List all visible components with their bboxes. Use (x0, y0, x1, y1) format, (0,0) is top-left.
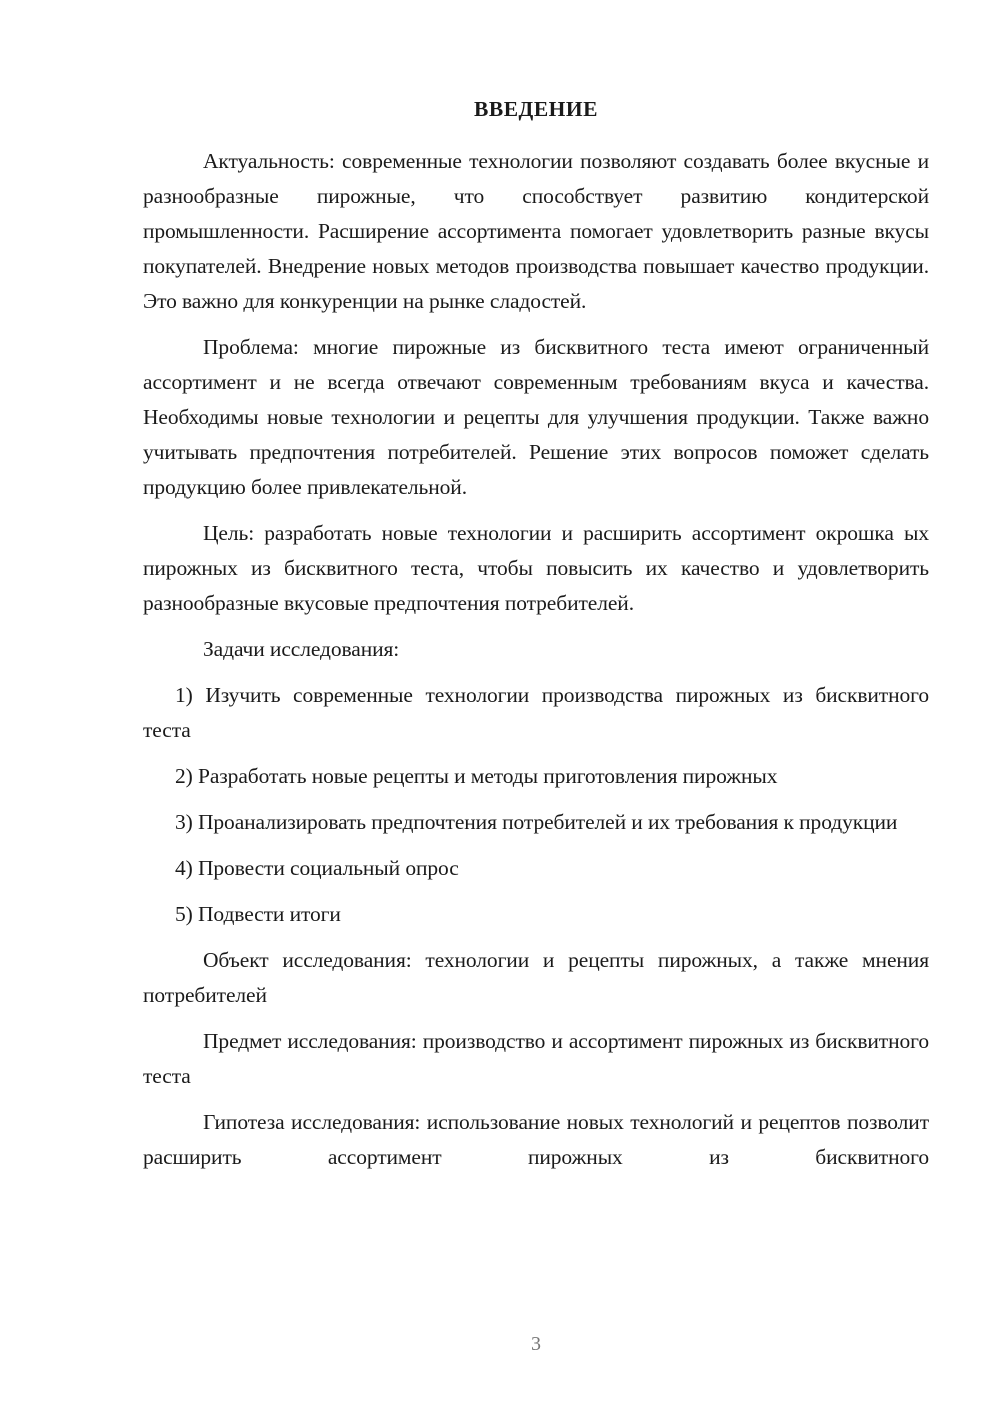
document-page (143, 92, 929, 1186)
page-title: ВВЕДЕНИЕ (474, 97, 598, 121)
paragraph-object: Объект исследования: технологии и рецепты пирожных, а также мнения потребителей (143, 948, 929, 1007)
paragraph-tasks-heading: Задачи исследования: (203, 637, 400, 661)
task-item-5: 5) Подвести итоги (175, 902, 341, 926)
paragraph-problem: Проблема: многие пирожные из бисквитного теста имеют ограниченный ассортимент и не всегда отвечают современным требованиям вкуса и качества. Необходимы новые технологии и рецепты для улучшения продукции. Также важно учитывать предпочтения потребителей. Решение этих вопросов поможет сделать продукцию более привлекательной. (143, 335, 929, 499)
paragraph-goal: Цель: разработать новые технологии и расширить ассортимент окрошка ых пирожных из бисквитного теста, чтобы повысить их качество и удовлетворить разнообразные вкусовые предпочтения потребителей. (143, 521, 929, 615)
task-item-1: 1) Изучить современные технологии производства пирожных из бисквитного теста (143, 683, 929, 742)
task-item-4: 4) Провести социальный опрос (175, 856, 459, 880)
paragraph-relevance: Актуальность: современные технологии позволяют создавать более вкусные и разнообразные пирожные, что способствует развитию кондитерской промышленности. Расширение ассортимента помогает удовлетворить разные вкусы покупателей. Внедрение новых методов производства повышает качество продукции. Это важно для конкуренции на рынке сладостей. (143, 149, 929, 313)
page-number: 3 (531, 1333, 541, 1355)
paragraph-hypothesis: Гипотеза исследования: использование новых технологий и рецептов позволит расширить ассортимент пирожных из бисквитного (143, 1110, 929, 1169)
paragraph-subject: Предмет исследования: производство и ассортимент пирожных из бисквитного теста (143, 1029, 929, 1088)
task-item-3: 3) Проанализировать предпочтения потребителей и их требования к продукции (175, 810, 898, 834)
task-item-2: 2) Разработать новые рецепты и методы приготовления пирожных (175, 764, 778, 788)
